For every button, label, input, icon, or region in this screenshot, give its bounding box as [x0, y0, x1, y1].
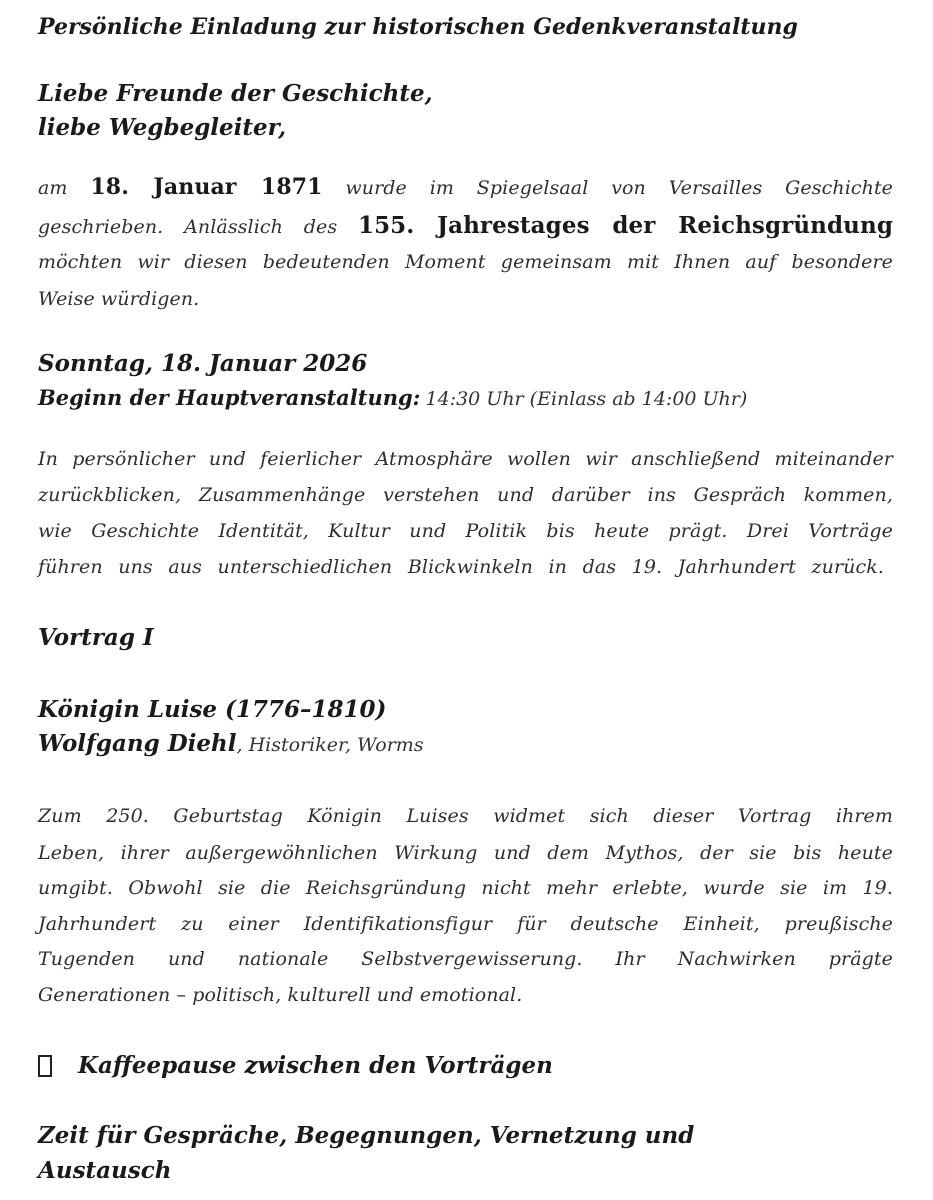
atmosphere-line-1: In persönlicher und feierlicher Atmosphäre wollen wir anschließend miteinander — [38, 448, 893, 470]
lecture-1-desc-line-3: umgibt. Obwohl sie die Reichsgründung nicht mehr erlebte, wurde sie im 19. — [38, 877, 893, 899]
lecture-1-speaker — [38, 730, 424, 757]
intro-text: am — [38, 177, 68, 199]
event-start-label: Beginn der Hauptveranstaltung: — [38, 385, 421, 410]
event-start — [38, 385, 747, 410]
lecture-1-desc-line-4: Jahrhundert zu einer Identifikationsfigur für deutsche Einheit, preußische — [38, 913, 893, 935]
intro-line-4: Weise würdigen. — [38, 288, 200, 310]
intro-text: wurde im Spiegelsaal von Versailles Geschichte — [345, 177, 894, 199]
intro-date-bold: 18. Januar 1871 — [90, 174, 323, 200]
atmosphere-line-2: zurückblicken, Zusammenhänge verstehen und darüber ins Gespräch kommen, — [38, 484, 893, 506]
intro-anniversary-bold: 155. Jahrestages der Reichsgründung — [357, 212, 894, 239]
event-start-time: 14:30 Uhr (Einlass ab 14:00 Uhr) — [425, 388, 748, 410]
intro-line-1 — [38, 174, 893, 200]
atmosphere-line-3: wie Geschichte Identität, Kultur und Politik bis heute prägt. Drei Vorträge — [38, 520, 893, 542]
lecture-1-label: Vortrag I — [38, 624, 154, 651]
event-date: Sonntag, 18. Januar 2026 — [38, 350, 368, 377]
lecture-1-desc-line-1: Zum 250. Geburtstag Königin Luises widmet sich dieser Vortrag ihrem — [38, 805, 893, 827]
intro-line-2 — [38, 212, 893, 239]
page-title: Persönliche Einladung zur historischen Gedenkveranstaltung — [38, 14, 798, 40]
networking-line-2: Austausch — [38, 1157, 172, 1184]
atmosphere-line-4: führen uns aus unterschiedlichen Blickwinkeln in das 19. Jahrhundert zurück. — [38, 556, 884, 578]
salutation-line-1: Liebe Freunde der Geschichte, — [38, 80, 433, 107]
intro-text: geschrieben. Anlässlich des — [38, 216, 338, 238]
lecture-1-desc-line-2: Leben, ihrer außergewöhnlichen Wirkung und dem Mythos, der sie bis heute — [38, 842, 893, 864]
salutation-line-2: liebe Wegbegleiter, — [38, 114, 287, 141]
coffee-break — [38, 1052, 553, 1079]
speaker-name: Wolfgang Diehl — [38, 730, 237, 757]
intro-line-3: möchten wir diesen bedeutenden Moment gemeinsam mit Ihnen auf besondere — [38, 251, 893, 273]
missing-glyph-icon — [38, 1055, 52, 1077]
lecture-1-topic: Königin Luise (1776–1810) — [38, 696, 387, 723]
networking-line-1: Zeit für Gespräche, Begegnungen, Vernetzung und — [38, 1122, 695, 1149]
lecture-1-desc-line-6: Generationen – politisch, kulturell und emotional. — [38, 984, 523, 1006]
lecture-1-desc-line-5: Tugenden und nationale Selbstvergewisserung. Ihr Nachwirken prägte — [38, 948, 893, 970]
speaker-info: , Historiker, Worms — [236, 734, 424, 756]
coffee-break-label: Kaffeepause zwischen den Vorträgen — [78, 1052, 553, 1079]
